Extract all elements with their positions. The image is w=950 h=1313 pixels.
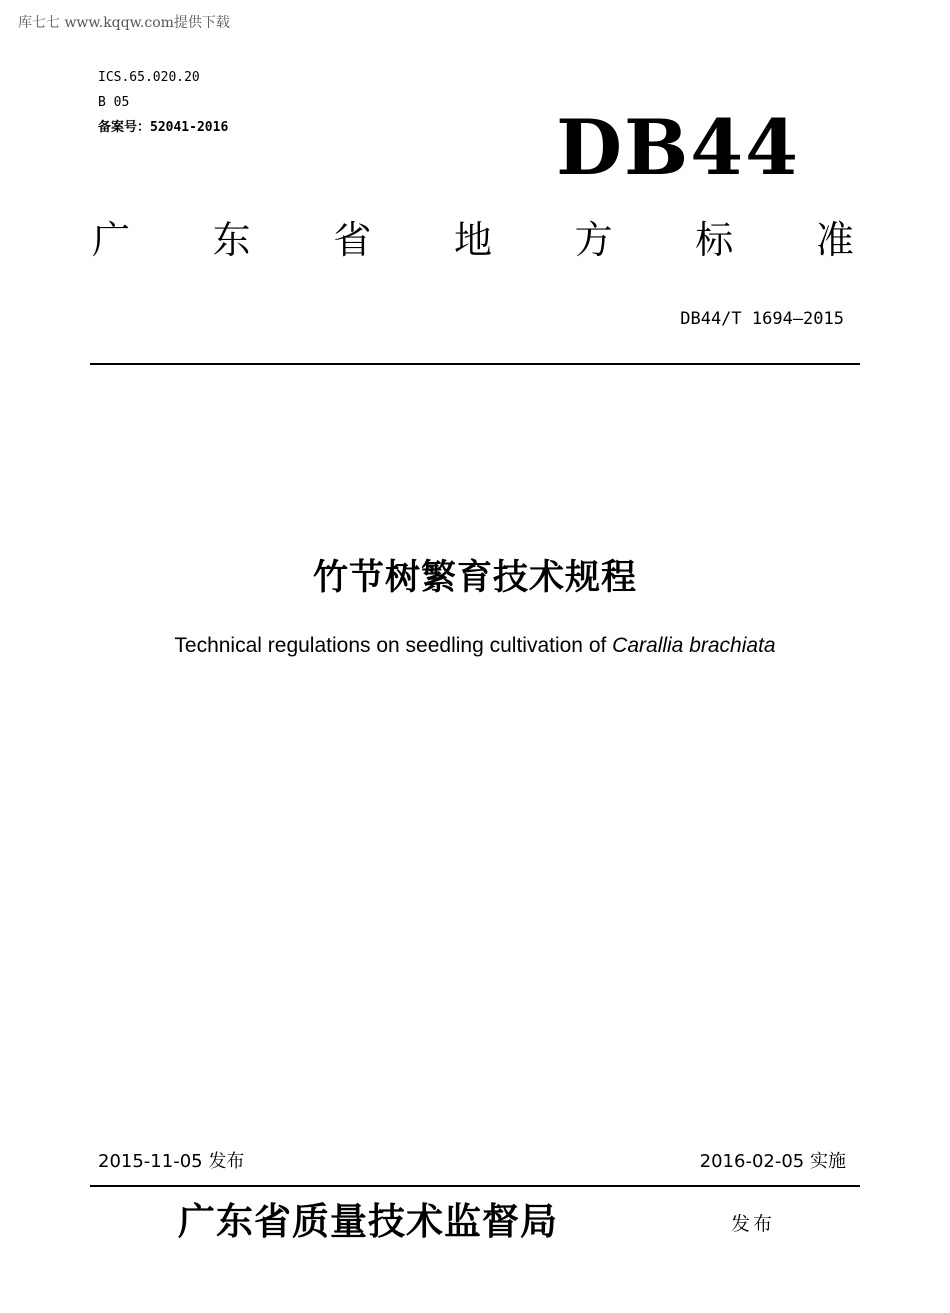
ics-code: ICS.65.020.20 (98, 70, 200, 85)
standard-code-logo: DB44 (556, 103, 800, 192)
top-divider (90, 363, 860, 365)
standard-type-char: 广 (92, 218, 131, 262)
standard-type-char: 准 (815, 218, 854, 262)
title-english-species: Carallia brachiata (612, 634, 776, 657)
standard-type-char: 方 (574, 218, 613, 262)
document-title-chinese: 竹节树繁育技术规程 (312, 558, 637, 598)
standard-type-char: 标 (695, 218, 734, 262)
issue-date: 2015-11-05 发布 (98, 1151, 245, 1172)
standard-number: DB44/T 1694—2015 (680, 309, 844, 329)
bottom-divider (90, 1185, 860, 1187)
watermark-text: 库七七 www.kqqw.com提供下载 (18, 15, 230, 31)
standard-type-heading (92, 216, 854, 264)
standard-type-char: 东 (212, 218, 251, 262)
classification-code: B 05 (98, 95, 130, 110)
document-title-english (0, 632, 950, 660)
record-number: 备案号：52041-2016 (98, 120, 229, 135)
issuing-authority-suffix: 发布 (731, 1213, 776, 1235)
implementation-date: 2016-02-05 实施 (699, 1151, 846, 1172)
standard-type-char: 地 (453, 218, 492, 262)
issuing-authority: 广东省质量技术监督局 (178, 1199, 558, 1243)
title-english-prefix: Technical regulations on seedling cultivation of (174, 634, 613, 657)
standard-type-char: 省 (333, 218, 372, 262)
